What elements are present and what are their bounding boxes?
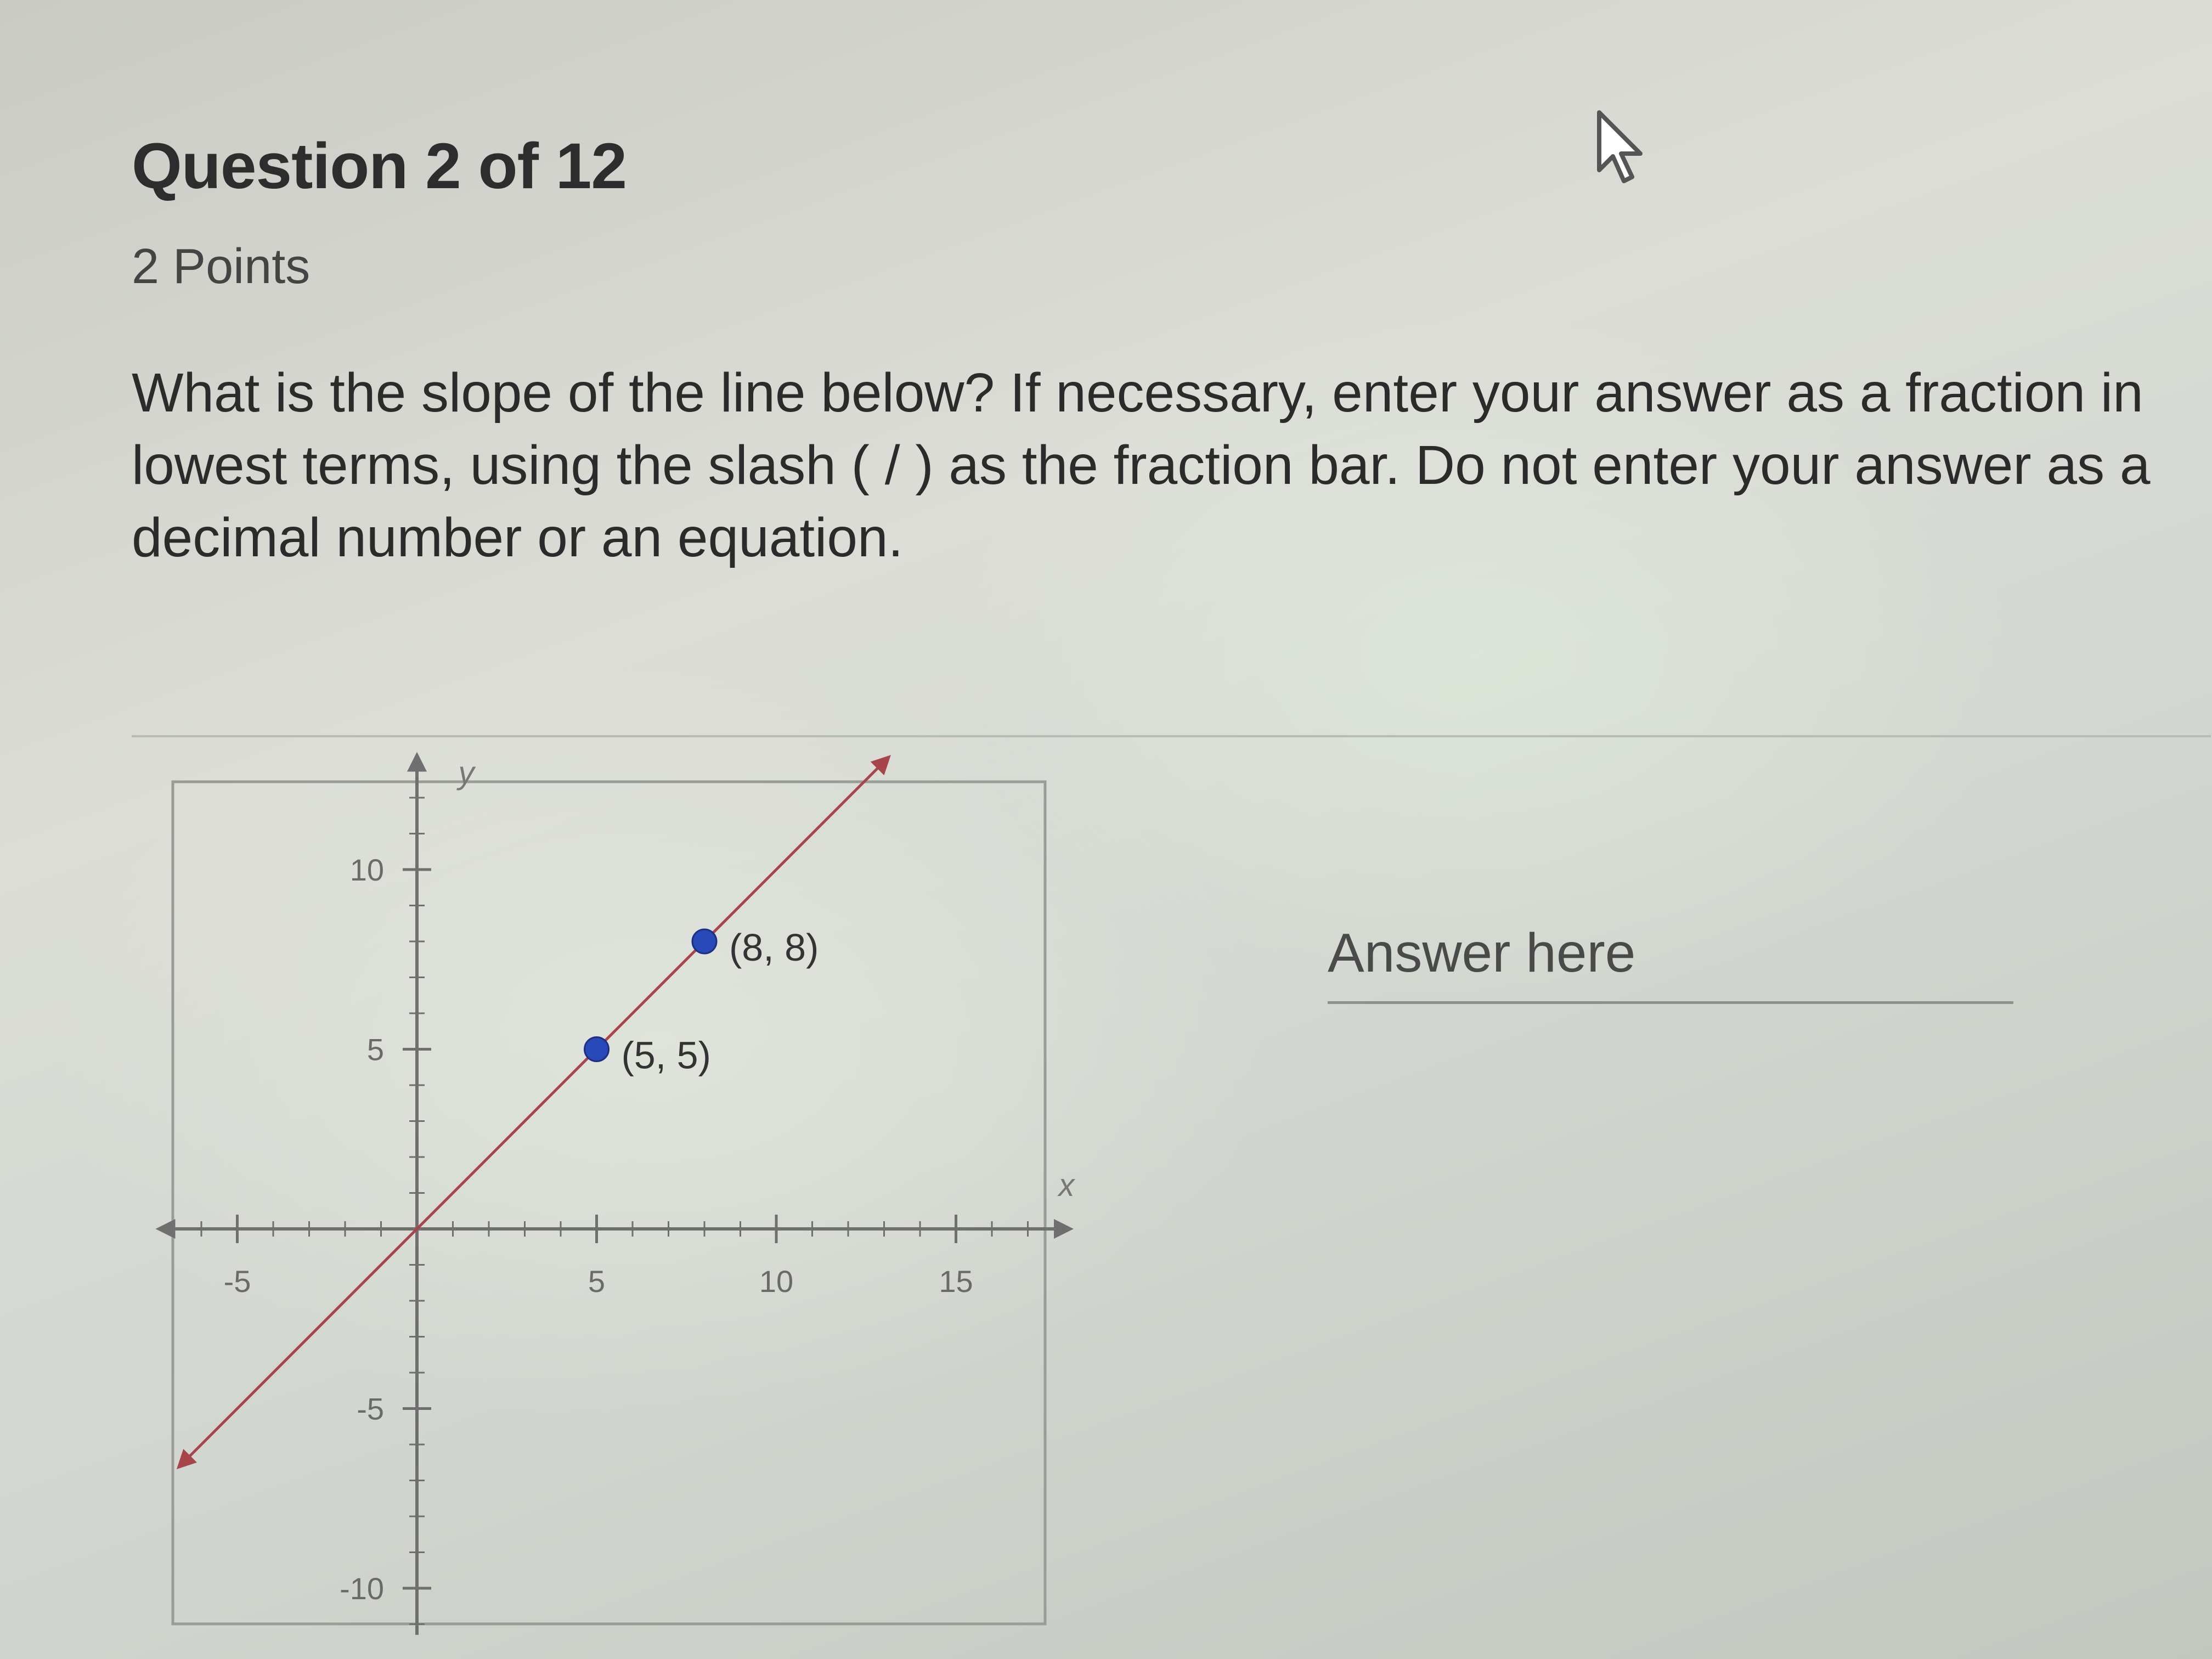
y-tick-label: 5 [366,1032,384,1067]
point-label: (5, 5) [621,1034,711,1077]
x-tick-label: 10 [759,1264,794,1299]
series-line [183,762,884,1463]
answer-field-wrapper [1328,922,2013,1004]
data-point [692,929,716,953]
answer-input[interactable] [1328,922,2013,1004]
y-axis-label: y [458,755,475,791]
point-label: (8, 8) [729,926,819,969]
graph-frame [173,782,1045,1624]
question-title: Question 2 of 12 [132,130,627,202]
data-point [585,1037,609,1062]
x-tick-label: 15 [939,1264,973,1299]
graph-svg [126,735,1108,1635]
question-text: What is the slope of the line below? If necessary, enter your answer as a fraction in lowest terms, using the slash ( / ) as the fraction bar. Do not enter your answer as a decimal number or an equation. [132,362,2151,568]
y-tick-label: 10 [349,853,384,887]
question-points: 2 Points [132,239,311,294]
x-tick-label: 5 [588,1264,606,1299]
x-axis-label: x [1058,1167,1075,1203]
x-tick-label: -5 [223,1264,251,1299]
y-tick-label: -5 [357,1391,384,1426]
mouse-pointer-icon [1594,110,1654,187]
y-tick-label: -10 [340,1571,384,1606]
coordinate-graph [126,735,1108,1635]
